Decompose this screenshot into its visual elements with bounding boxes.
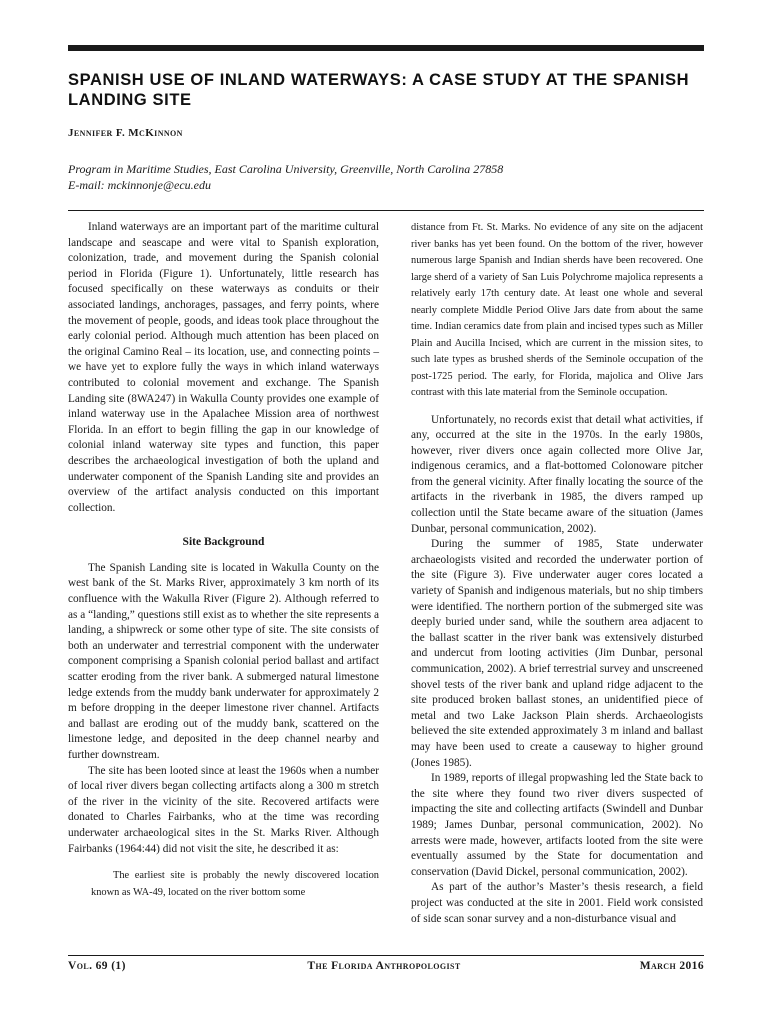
right-paragraph-2: During the summer of 1985, State underwater archaeologists visited and recorded the underwater portion of the site (Figure 3). Five underwater auger cores located a variety of Spanish and indigenous materials, but no ship timbers were identified. The northern portion of the submerged site was deeply buried under sand, while the southern area adjacent to the ballast scatter in the river bank was extensively disturbed and undercut from looting activities (Jim Dunbar, personal communication, 2002). A brief terrestrial survey and unscreened shovel tests of the river bank and upland ridge adjacent to the site produced broken ballast stones, an unidentified piece of metal and two Lake Jackson Plain sherds. Archaeologists believed the site extended approximately 3 m inland and ballast may have been used to create a causeway to higher ground (Jones 1985). — [411, 538, 703, 769]
background-paragraph-1: The Spanish Landing site is located in Wakulla County on the west bank of the St. Marks River, approximately 3 km north of its confluence with the Wakulla River (Figure 2). Although referred to as a “landing,” questions still exist as to whether the site represents a landing, a shipwreck or some other type of site. The site consists of both an underwater and terrestrial component with the underwater component comprising a Spanish colonial period ballast and artifact scatter eroding from the river bank. A submerged natural limestone ledge extends from the muddy bank underwater for approximately 2 m before dropping in the deeper limestone river channel. Artifacts and ballast are eroding out of the muddy bank, scattered on the limestone ledge, and deposited in the deep channel nearby and further downstream. — [68, 561, 379, 761]
quote-text-start: The earliest site is probably the newly discovered location known as WA-49, located on the river bottom some — [91, 870, 379, 898]
author-affiliation-block — [68, 161, 503, 193]
quote-text-end: distance from Ft. St. Marks. No evidence of any site on the adjacent river banks has yet been found. On the bottom of the river, however numerous large Spanish and Indian sherds have been recovered. One large sherd of a variety of San Luis Polychrome majolica represents a relatively early 17th century date. At least one whole and several nearly complete Middle Period Olive Jars date from about the same time. Indian ceramics date from plain and incised types such as Miller Plain and Aucilla Incised, which are current in the mission sites, to such late types as brushed sherds of the Seminole occupation of the post-1725 period. The early, for Florida, majolica and Olive Jars contrast with this late material from the Seminole occupation. — [411, 222, 703, 398]
email: E-mail: mckinnonje@ecu.edu — [68, 178, 211, 192]
background-paragraph-2: The site has been looted since at least the 1960s when a number of local river divers began collecting artifacts along a 300 m stretch of the river in the vicinity of the site. Recovered artifacts were donated to Charles Fairbanks, who at the time was recording underwater archaeological sites in the St. Marks River. Although Fairbanks (1964:44) did not visit the site, he described it as: — [68, 764, 379, 855]
article-title: SPANISH USE OF INLAND WATERWAYS: A CASE STUDY AT THE SPANISH LANDING SITE — [68, 71, 690, 109]
section-heading: Site Background — [182, 536, 265, 549]
author-name: Jennifer F. McKinnon — [68, 127, 183, 139]
footer-volume: Vol. 69 (1) — [68, 960, 126, 972]
right-column — [411, 220, 703, 927]
intro-paragraph: Inland waterways are an important part of the maritime cultural landscape and seascape and were vital to Spanish exploration, colonization, trade, and movement during the Spanish colonial period in Florida (Figure 1). Unfortunately, little research has focused specifically on these waterways as conduits or their associated landings, anchorages, passages, and ferry points, where the movement of people, goods, and ideas took place throughout the early colonial period. Although much attention has been placed on the original Camino Real – its location, use, and connecting points – we have yet to explore fully the ways in which inland waterways contributed to colonial movement and exchange. The Spanish Landing site (8WA247) in Wakulla County provides one example of inland waterway use in the Apalachee Mission area of northwest Florida. In an effort to begin filling the gap in our knowledge of colonial inland waterway site types and function, this paper describes the archaeological investigation of both the upland and underwater component of the Spanish Landing site and provides an overview of the artifact analysis conducted on this important collection. — [68, 221, 379, 514]
block-quote-start — [68, 868, 379, 901]
footer-date: March 2016 — [639, 960, 704, 972]
affiliation: Program in Maritime Studies, East Carolina University, Greenville, North Carolina 27858 — [68, 162, 504, 176]
header-rule — [68, 210, 704, 211]
footer-rule — [68, 955, 704, 956]
top-rule — [68, 45, 704, 51]
right-paragraph-1: Unfortunately, no records exist that detail what activities, if any, occurred at the site in the 1970s. In the early 1980s, however, river divers once again collected more Olive Jar, indigenous ceramics, and a flat-bottomed Colonoware pitcher from the general vicinity. After finally locating the source of the artifacts in the riverbank in 1985, the divers ramped up collection until the State became aware of the situation (James Dunbar, personal communication, 2002). — [411, 413, 703, 535]
right-paragraph-4: As part of the author’s Master’s thesis research, a field project was conducted at the site in 2001. Field work consisted of side scan sonar survey and a non-disturbance visual and — [411, 881, 703, 925]
left-column — [68, 220, 379, 901]
footer-journal: The Florida Anthropologist — [307, 960, 461, 972]
right-paragraph-3: In 1989, reports of illegal propwashing led the State back to the site where they found two river divers suspected of impacting the site and collecting artifacts (Swindell and Dunbar 1989; James Dunbar, personal communication, 2002). No arrests were made, however, artifacts looted from the site were eventually assumed by the State for documentation and conservation (David Dickel, personal communication, 2002). — [411, 772, 703, 878]
